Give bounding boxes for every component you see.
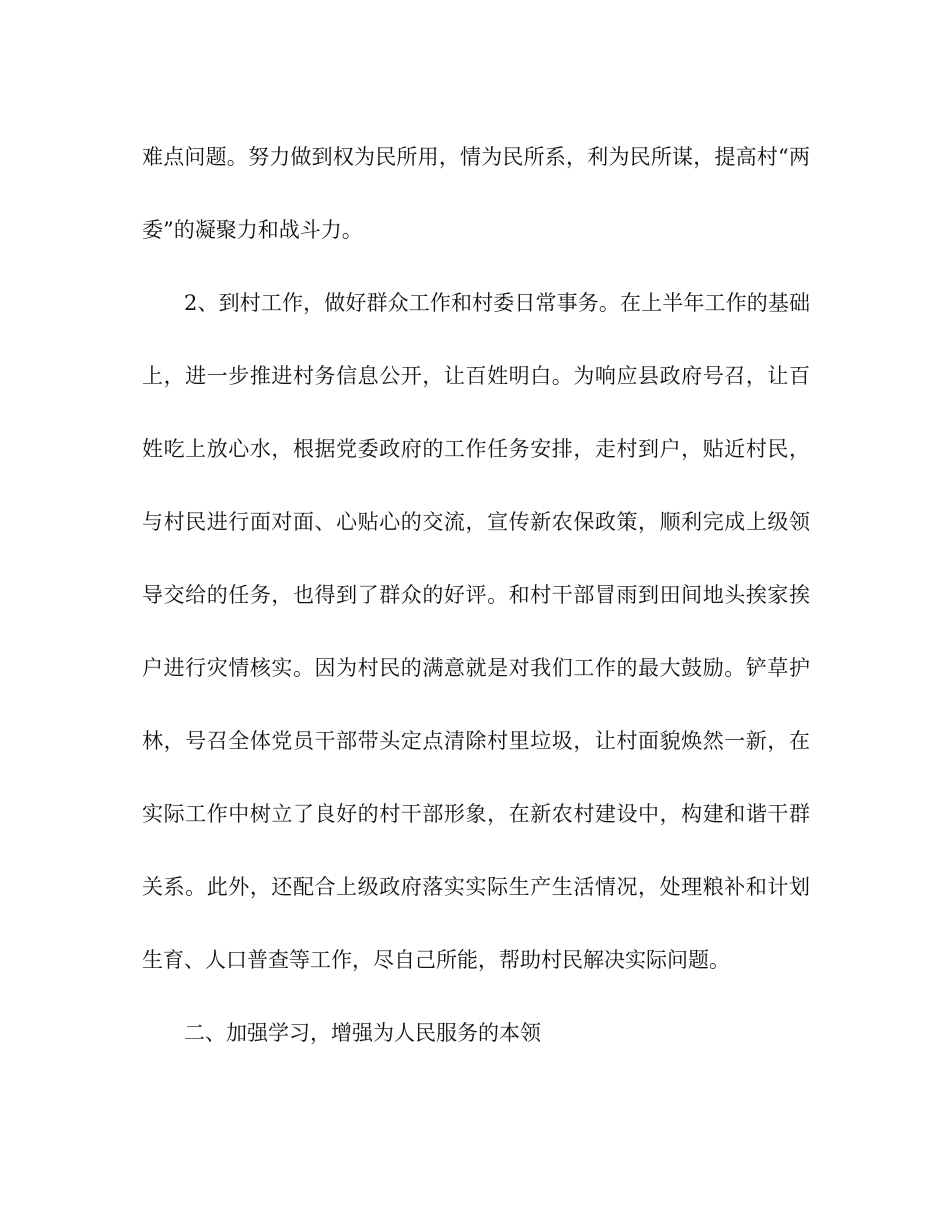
paragraph-village-work: 2、到村工作，做好群众工作和村委日常事务。在上半年工作的基础上，进一步推进村务信息公开，让百姓明白。为响应县政府号召，让百姓吃上放心水，根据党委政府的工作任务安排，走村到户，贴近村民，与村民进行面对面、心贴心的交流，宣传新农保政策，顺利完成上级领导交给的任务，也得到了群众的好评。和村干部冒雨到田间地头挨家挨户进行灾情核实。因为村民的满意就是对我们工作的最大鼓励。铲草护林，号召全体党员干部带头定点清除村里垃圾，让村面貌焕然一新，在实际工作中树立了良好的村干部形象，在新农村建设中，构建和谐干群关系。此外，还配合上级政府落实实际生产生活情况，处理粮补和计划生育、人口普查等工作，尽自己所能，帮助村民解决实际问题。 — [142, 291, 810, 972]
document-body — [142, 121, 810, 1070]
paragraph-continuation: 难点问题。努力做到权为民所用，情为民所系，利为民所谋，提高村“两委”的凝聚力和战斗力。 — [142, 145, 810, 242]
section-heading-study: 二、加强学习，增强为人民服务的本领 — [184, 1021, 541, 1045]
